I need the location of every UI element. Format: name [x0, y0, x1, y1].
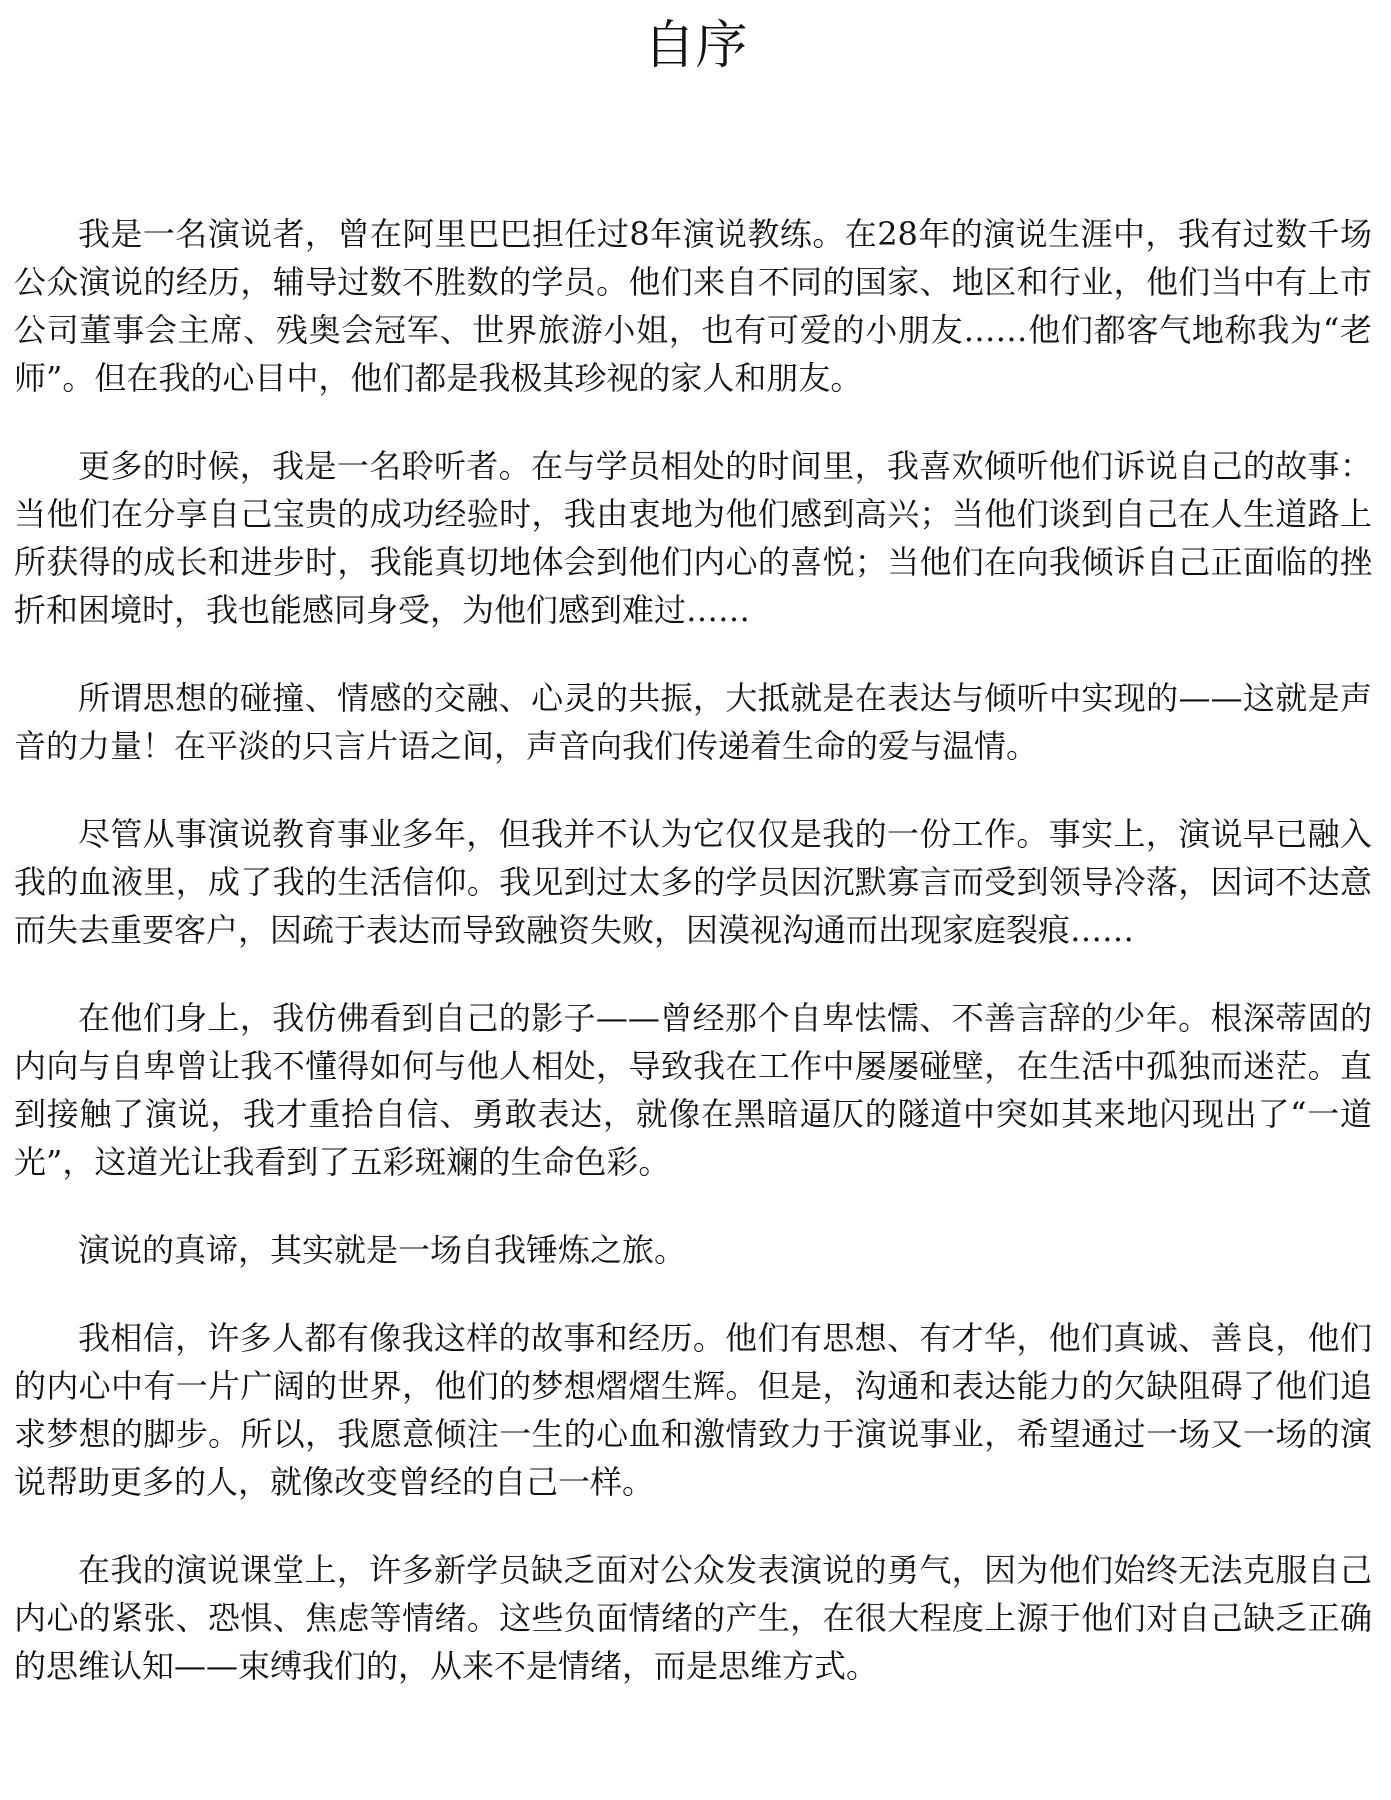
paragraph-1: 我是一名演说者，曾在阿里巴巴担任过8年演说教练。在28年的演说生涯中，我有过数千场公众演说的经历，辅导过数不胜数的学员。他们来自不同的国家、地区和行业，他们当中有上市公司董事会主席、残奥会冠军、世界旅游小姐，也有可爱的小朋友……他们都客气地称我为“老师”。但在我的心目中，他们都是我极其珍视的家人和朋友。 [14, 215, 1372, 397]
paragraph-7: 我相信，许多人都有像我这样的故事和经历。他们有思想、有才华，他们真诚、善良，他们的内心中有一片广阔的世界，他们的梦想熠熠生辉。但是，沟通和表达能力的欠缺阻碍了他们追求梦想的脚步。所以，我愿意倾注一生的心血和激情致力于演说事业，希望通过一场又一场的演说帮助更多的人，就像改变曾经的自己一样。 [14, 1319, 1372, 1501]
preface-body [14, 210, 1372, 1690]
paragraph-6: 演说的真谛，其实就是一场自我锤炼之旅。 [78, 1231, 687, 1269]
paragraph-3: 所谓思想的碰撞、情感的交融、心灵的共振，大抵就是在表达与倾听中实现的——这就是声音的力量！在平淡的只言片语之间，声音向我们传递着生命的爱与温情。 [14, 679, 1372, 765]
page-title: 自序 [643, 16, 748, 76]
paragraph-4: 尽管从事演说教育事业多年，但我并不认为它仅仅是我的一份工作。事实上，演说早已融入我的血液里，成了我的生活信仰。我见到过太多的学员因沉默寡言而受到领导冷落，因词不达意而失去重要客户，因疏于表达而导致融资失败，因漠视沟通而出现家庭裂痕…… [14, 815, 1372, 949]
paragraph-5: 在他们身上，我仿佛看到自己的影子——曾经那个自卑怯懦、不善言辞的少年。根深蒂固的内向与自卑曾让我不懂得如何与他人相处，导致我在工作中屡屡碰壁，在生活中孤独而迷茫。直到接触了演说，我才重拾自信、勇敢表达，就像在黑暗逼仄的隧道中突如其来地闪现出了“一道光”，这道光让我看到了五彩斑斓的生命色彩。 [14, 999, 1372, 1181]
paragraph-2: 更多的时候，我是一名聆听者。在与学员相处的时间里，我喜欢倾听他们诉说自己的故事：当他们在分享自己宝贵的成功经验时，我由衷地为他们感到高兴；当他们谈到自己在人生道路上所获得的成长和进步时，我能真切地体会到他们内心的喜悦；当他们在向我倾诉自己正面临的挫折和困境时，我也能感同身受，为他们感到难过…… [14, 447, 1372, 629]
paragraph-8: 在我的演说课堂上，许多新学员缺乏面对公众发表演说的勇气，因为他们始终无法克服自己内心的紧张、恐惧、焦虑等情绪。这些负面情绪的产生，在很大程度上源于他们对自己缺乏正确的思维认知——束缚我们的，从来不是情绪，而是思维方式。 [14, 1551, 1372, 1685]
